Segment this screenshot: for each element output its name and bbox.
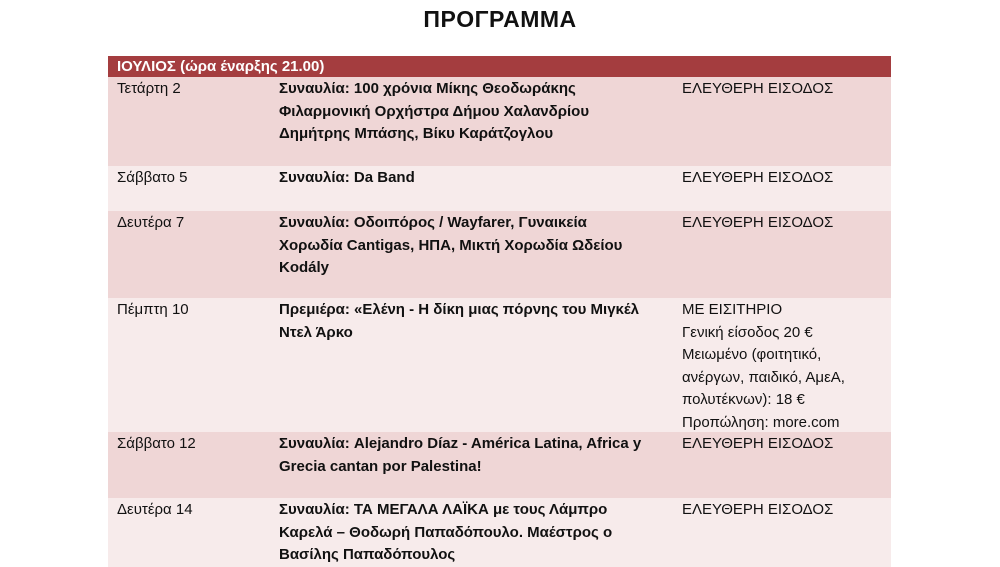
event-entry: ΜΕ ΕΙΣΙΤΗΡΙΟ Γενική είσοδος 20 € Μειωμένο (φοιτητικό, ανέργων, παιδικό, ΑμεΑ, πολυτέκνων): 18 € Προπώληση: more.com — [682, 301, 845, 431]
page-title: ΠΡΟΓΡΑΜΜΑ — [423, 6, 577, 32]
table-row — [108, 166, 891, 211]
event-day: Σάββατο 12 — [117, 435, 196, 452]
event-day: Σάββατο 5 — [117, 169, 188, 186]
table-row — [108, 211, 891, 298]
event-title: Συναυλία: Οδοιπόρος / Wayfarer, Γυναικεία Χορωδία Cantigas, ΗΠΑ, Μικτή Χορωδία Ωδείου Kodály — [279, 214, 623, 276]
program-table — [108, 56, 891, 567]
event-entry: ΕΛΕΥΘΕΡΗ ΕΙΣΟΔΟΣ — [682, 435, 834, 452]
event-entry: ΕΛΕΥΘΕΡΗ ΕΙΣΟΔΟΣ — [682, 169, 834, 186]
table-row — [108, 498, 891, 567]
event-title: Συναυλία: Alejandro Díaz - América Latina, Africa y Grecia cantan por Palestina! — [279, 435, 642, 475]
event-title: Συναυλία: 100 χρόνια Μίκης Θεοδωράκης Φιλαρμονική Ορχήστρα Δήμου Χαλανδρίου Δημήτρης Μπάσης, Βίκυ Καράτζογλου — [279, 80, 590, 142]
event-title: Πρεμιέρα: «Ελένη - Η δίκη μιας πόρνης του Μιγκέλ Ντελ Άρκο — [279, 301, 640, 341]
table-row — [108, 77, 891, 166]
table-row — [108, 298, 891, 432]
event-day: Τετάρτη 2 — [117, 80, 181, 97]
month-header: ΙΟΥΛΙΟΣ (ώρα έναρξης 21.00) — [108, 56, 891, 77]
event-title: Συναυλία: ΤΑ ΜΕΓΑΛΑ ΛΑΪΚΑ με τους Λάμπρο Καρελά – Θοδωρή Παπαδόπουλο. Μαέστρος ο Βασίλης Παπαδόπουλος — [279, 501, 613, 563]
event-entry: ΕΛΕΥΘΕΡΗ ΕΙΣΟΔΟΣ — [682, 214, 834, 231]
event-day: Δευτέρα 14 — [117, 501, 193, 518]
event-title: Συναυλία: Da Band — [279, 169, 415, 186]
table-row — [108, 432, 891, 498]
event-entry: ΕΛΕΥΘΕΡΗ ΕΙΣΟΔΟΣ — [682, 80, 834, 97]
event-day: Πέμπτη 10 — [117, 301, 189, 318]
event-entry: ΕΛΕΥΘΕΡΗ ΕΙΣΟΔΟΣ — [682, 501, 834, 518]
event-day: Δευτέρα 7 — [117, 214, 185, 231]
